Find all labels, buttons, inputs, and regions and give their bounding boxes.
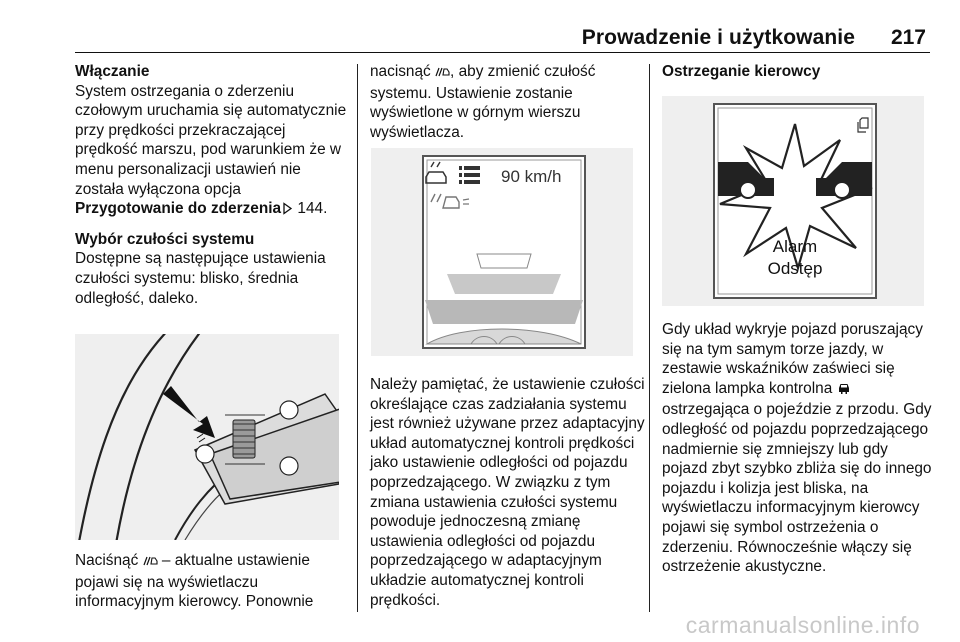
alert-text-distance: Odstęp xyxy=(767,259,823,278)
page-reference-arrow-icon xyxy=(281,201,293,221)
collision-sensitivity-icon xyxy=(435,64,450,84)
column-3 xyxy=(662,62,930,82)
paragraph-press-again: nacisnąć , aby zmienić czułość systemu. Ustawienie zostanie wyświetlone w górnym wierszu wyświetlacza. xyxy=(370,63,596,141)
paragraph-sensitivity-note: Należy pamiętać, że ustawienie czułości określające czas zadziałania systemu jest również używane przez adaptacyjny układ automatycznej kontroli prędkości jako ustawienie odległości od pojazdu poprzedzającego. W związku z tym zmiana ustawienia czułości systemu powoduje jednoczesną zmianę ustawienia odległości od pojazdu poprzedzającego w adaptacyjnym układzie automatycznej kontroli prędkości. xyxy=(370,376,645,609)
section-heading-driver-warning: Ostrzeganie kierowcy xyxy=(662,63,821,80)
column-1-continued xyxy=(75,551,347,612)
column-1 xyxy=(75,62,347,308)
watermark: carmanualsonline.info xyxy=(685,612,920,638)
column-2-continued xyxy=(370,375,646,610)
display-speed: 90 km/h xyxy=(501,167,562,186)
column-divider-2 xyxy=(649,64,650,612)
driver-display-figure xyxy=(371,148,633,356)
alert-text-alarm: Alarm xyxy=(772,237,818,256)
collision-alert-figure xyxy=(662,96,924,306)
column-divider-1 xyxy=(357,64,358,612)
column-2 xyxy=(370,62,640,142)
section-heading-wlaczanie: Włączanie xyxy=(75,63,150,80)
page-header xyxy=(0,0,960,56)
paragraph-press-button: Naciśnąć – aktualne ustawienie pojawi się na wyświetlaczu informacyjnym kierowcy. Ponownie xyxy=(75,552,314,611)
steering-wheel-figure xyxy=(75,334,339,540)
vehicle-ahead-indicator-icon xyxy=(837,381,851,401)
menu-option-reference: Przygotowanie do zderzenia xyxy=(75,200,282,218)
collision-sensitivity-icon xyxy=(143,553,158,573)
header-rule xyxy=(75,52,930,53)
header-title: Prowadzenie i użytkowanie xyxy=(581,26,855,49)
paragraph-activation: System ostrzegania o zderzeniu czołowym uruchamia się automatycznie przy prędkości przekraczającej prędkość marszu, pod warunkiem że w menu personalizacji ustawień nie została wyłączona opcja Przygotowanie do zderzenia 144. xyxy=(75,82,347,221)
section-heading-sensitivity: Wybór czułości systemu xyxy=(75,230,255,248)
paragraph-sensitivity: Dostępne są następujące ustawienia czułości systemu: blisko, średnia odległość, daleko. xyxy=(75,250,326,307)
page-number: 217 xyxy=(890,26,926,49)
column-3-continued xyxy=(662,320,932,577)
paragraph-warning-description: Gdy układ wykryje pojazd poruszający się na tym samym torze jazdy, w zestawie wskaźników zaświeci się zielona lampka kontrolna ostrzegająca o pojeździe z przodu. Gdy odległość od pojazdu poprzedzającego nadmiernie się zmniejszy lub gdy pojazd zbyt szybko zbliża się do innego pojazdu i kolizja jest bliska, na wyświetlaczu informacyjnym kierowcy pojawi się symbol ostrzeżenia o zderzeniu. Równocześnie włączy się ostrzeżenie akustyczne. xyxy=(662,321,932,576)
